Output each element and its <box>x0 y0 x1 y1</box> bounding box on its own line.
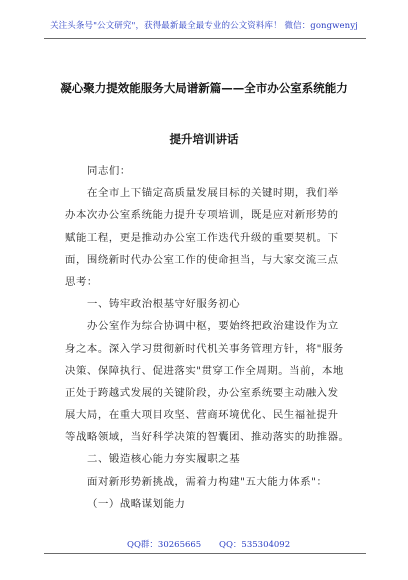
body-line: 身之本。深入学习贯彻新时代机关事务管理方针，将"服务 <box>65 342 344 355</box>
footer-qq: QQ：535304092 <box>219 540 291 550</box>
body-line: 等战略领域，当好科学决策的智囊团、推动落实的助推器。 <box>65 431 350 444</box>
salutation: 同志们： <box>87 165 131 177</box>
document-title-line-2: 提升培训讲话 <box>169 132 239 146</box>
body-line: 正处于跨越式发展的关键阶段，办公室系统要主动融入发 <box>65 386 339 399</box>
header-divider <box>44 38 366 39</box>
document-body <box>65 160 365 515</box>
footer-qq-group: QQ群：30265665 <box>127 540 202 550</box>
document-title-line-1: 凝心聚力提效能服务大局谱新篇——全市办公室系统能力 <box>60 81 348 95</box>
body-line: 思考： <box>65 275 98 288</box>
body-line: 办公室作为综合协调中枢，要始终把政治建设作为立 <box>87 320 339 333</box>
body-line: 展大局，在重大项目攻坚、营商环境优化、民生福祉提升 <box>65 409 339 422</box>
body-line: 在全市上下锚定高质量发展目标的关键时期，我们举 <box>87 187 339 200</box>
body-line: 办本次办公室系统能力提升专项培训，既是应对新形势的 <box>65 209 339 222</box>
header-banner: 关注头条号"公文研究"，获得最新最全最专业的公文资料库！ 微信：gongwenyj <box>50 21 358 31</box>
body-line: 面，围绕新时代办公室工作的使命担当，与大家交流三点 <box>65 253 339 266</box>
subsection-heading: （一）战略谋划能力 <box>87 497 186 510</box>
footer-contact <box>0 538 408 552</box>
footer-divider <box>44 553 366 554</box>
body-line: 面对新形势新挑战，需着力构建"五大能力体系"： <box>87 475 328 488</box>
section-heading-1: 一、铸牢政治根基守好服务初心 <box>87 298 241 311</box>
body-line: 决策、保障执行、促进落实"贯穿工作全周期。当前，本地 <box>65 364 344 377</box>
section-heading-2: 二、锻造核心能力夯实履职之基 <box>87 453 241 466</box>
body-line: 赋能工程，更是推动办公室工作迭代升级的重要契机。下 <box>65 231 339 244</box>
